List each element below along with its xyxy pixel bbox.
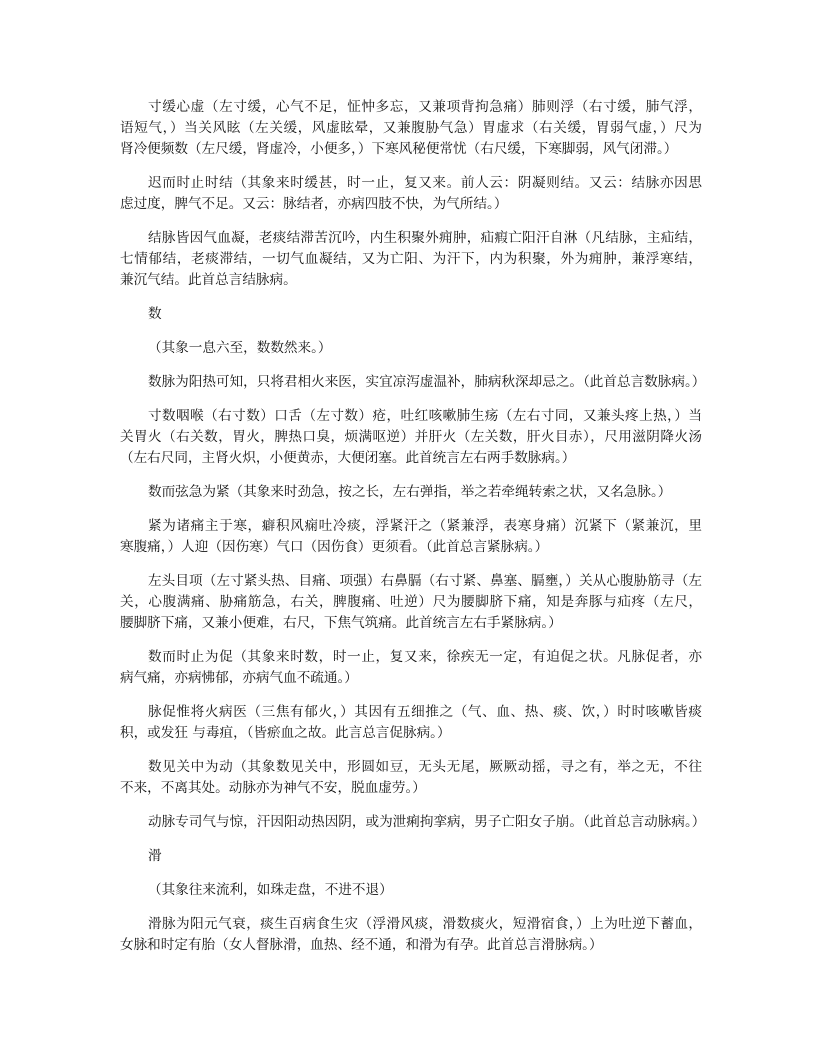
paragraph-line: 虑过度，脾气不足。又云：脉结者，亦病四肢不快，为气所结。）: [120, 196, 508, 212]
paragraph: [120, 228, 702, 291]
paragraph: [120, 173, 702, 215]
paragraph-line: 语短气，）当关风眩（左关缓，风虚眩晕，又兼腹胁气急）胃虚求（右关缓，胃弱气虚，）尺为: [120, 120, 702, 136]
paragraph-line: 七情郁结，老痰滞结，一切气血凝结，又为亡阳、为汗下，内为积聚，外为痈肿，兼浮寒结，: [120, 251, 702, 267]
document-body: [120, 97, 706, 969]
paragraph: [120, 812, 706, 833]
paragraph: [120, 846, 702, 867]
paragraph-line: （其象一息六至，数数然来。）: [148, 340, 332, 356]
paragraph: [120, 914, 702, 956]
paragraph-line: 数见关中为动（其象数见关中，形圆如豆，无头无尾，厥厥动摇，寻之有，举之无，不往: [148, 759, 702, 775]
paragraph-line: 滑: [148, 848, 162, 864]
paragraph: [120, 516, 702, 558]
paragraph-line: 数脉为阳热可知，只将君相火来医，实宜凉泻虚温补，肺病秋深却忌之。（此首总言数脉病。）: [148, 374, 706, 390]
paragraph-line: 积，或发狂 与毒疽，（皆瘀血之故。此言总言促脉病。）: [120, 725, 451, 741]
paragraph-line: 动脉专司气与惊，汗因阳动热因阴，或为泄痢拘挛病，男子亡阳女子崩。（此首总言动脉病。）: [148, 814, 706, 830]
paragraph-line: 数: [148, 306, 162, 322]
paragraph-line: 脉促惟将火病医（三焦有郁火，）其因有五细推之（气、血、热、痰、饮，）时时咳嗽皆痰: [148, 704, 702, 720]
paragraph: [120, 97, 702, 160]
paragraph-line: 数而弦急为紧（其象来时劲急，按之长，左右弹指，举之若牵绳转索之状，又名急脉。）: [148, 484, 672, 500]
paragraph: [120, 304, 702, 325]
paragraph-line: 数而时止为促（其象来时数，时一止，复又来，徐疾无一定，有迫促之状。凡脉促者，亦: [148, 649, 702, 665]
paragraph-line: 女脉和时定有胎（女人督脉滑，血热、经不通，和滑为有孕。此首总言滑脉病。）: [120, 937, 603, 953]
paragraph-line: 寒腹痛，）人迎（因伤寒）气口（因伤食）更须看。（此首总言紧脉病。）: [120, 539, 549, 555]
paragraph-line: 左头目项（左寸紧头热、目痛、项强）右鼻膈（右寸紧、鼻塞、膈壅，）关从心腹胁筋寻（左: [148, 573, 702, 589]
paragraph-line: 紧为诸痛主于寒，癖积风痫吐冷痰，浮紧汗之（紧兼浮，表寒身痛）沉紧下（紧兼沉，里: [148, 518, 702, 534]
paragraph-line: 肾冷便频数（左尺缓，肾虚冷，小便多，）下寒风秘便常忧（右尺缓，下寒脚弱，风气闭滞。）: [120, 141, 678, 157]
paragraph-line: 关，心腹满痛、胁痛筋急，右关，脾腹痛、吐逆）尺为腰脚脐下痛，知是奔豚与疝疼（左尺，: [120, 594, 702, 610]
paragraph: [120, 647, 702, 689]
paragraph: [120, 571, 702, 634]
paragraph: [120, 880, 702, 901]
paragraph-line: （其象往来流利，如珠走盘，不进不退）: [148, 882, 393, 898]
paragraph-line: 病气痛，亦病怫郁，亦病气血不疏通。）: [120, 670, 358, 686]
paragraph-line: 关胃火（右关数，胃火，脾热口臭，烦满呕逆）并肝火（左关数，肝火目赤），尺用滋阴降火汤: [120, 429, 702, 445]
paragraph-line: 寸数咽喉（右寸数）口舌（左寸数）疮，吐红咳嗽肺生疡（左右寸同，又兼头疼上热，）当: [148, 408, 702, 424]
paragraph-line: 寸缓心虚（左寸缓，心气不足，怔忡多忘，又兼项背拘急痛）肺则浮（右寸缓，肺气浮，: [148, 99, 702, 115]
paragraph-line: 滑脉为阳元气衰，痰生百病食生灾（浮滑风痰，滑数痰火，短滑宿食，）上为吐逆下蓄血，: [148, 916, 702, 932]
paragraph: [120, 338, 702, 359]
paragraph-line: 迟而时止时结（其象来时缓甚，时一止，复又来。前人云：阴凝则结。又云：结脉亦因思: [148, 175, 702, 191]
paragraph: [120, 372, 706, 393]
paragraph-line: 不来，不离其处。动脉亦为神气不安，脱血虚劳。）: [120, 780, 426, 796]
paragraph: [120, 757, 702, 799]
paragraph-line: 结脉皆因气血凝，老痰结滞苦沉吟，内生积聚外痈肿，疝瘕亡阳汗自淋（凡结脉，主疝结，: [148, 230, 702, 246]
paragraph-line: 兼沉气结。此首总言结脉病。: [120, 272, 297, 288]
paragraph: [120, 406, 702, 469]
paragraph: [120, 702, 702, 744]
paragraph-line: （左右尺同，主肾火炽，小便黄赤，大便闭塞。此首统言左右两手数脉病。）: [120, 450, 576, 466]
paragraph-line: 腰脚脐下痛，又兼小便难，右尺，下焦气筑痛。此首统言左右手紧脉病。）: [120, 615, 562, 631]
paragraph: [120, 482, 702, 503]
